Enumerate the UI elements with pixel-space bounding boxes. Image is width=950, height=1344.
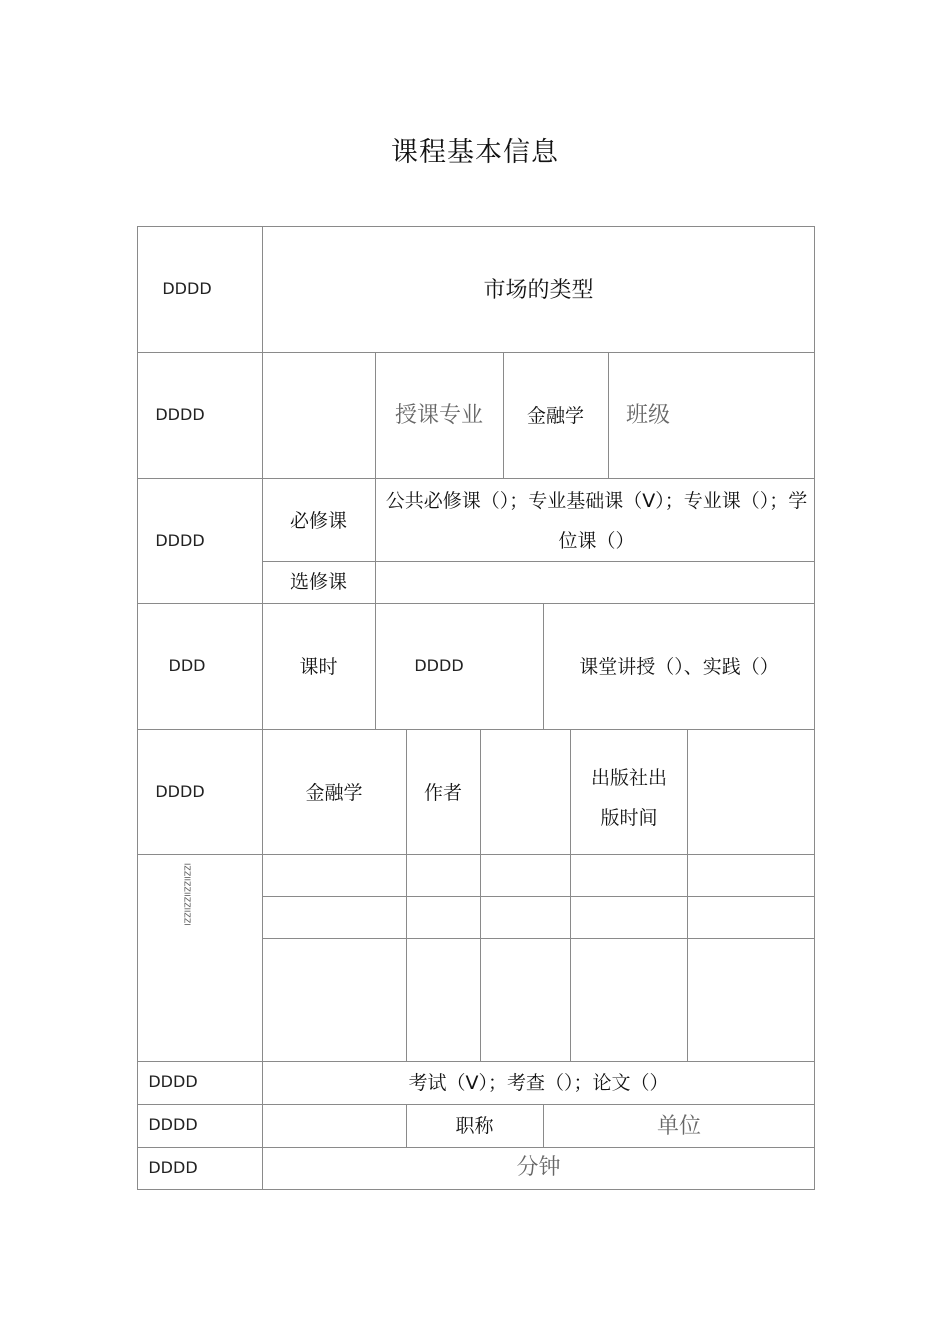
- column-divider: [480, 729, 481, 1061]
- assessment-value: 考试（V）；考查（）；论文（）: [408, 1072, 669, 1095]
- row-divider: [262, 938, 815, 939]
- elective-course-label: 选修课: [289, 570, 347, 593]
- column-divider: [570, 729, 571, 1061]
- course-type-label: DDDD: [155, 530, 205, 550]
- publisher-label: 出版社出版时间: [590, 767, 667, 829]
- duration-label: DDDD: [148, 1158, 198, 1178]
- teaching-mode: 课堂讲授（）、实践（）: [579, 655, 779, 678]
- class-label: 班级: [625, 403, 670, 429]
- teach-major-value: 金融学: [526, 404, 584, 427]
- assessment-label: DDDD: [148, 1072, 198, 1092]
- column-divider: [687, 729, 688, 1061]
- textbook-row-label: DDDD: [155, 781, 205, 801]
- row-divider: [262, 896, 815, 897]
- teacher-title-label: 职称: [455, 1115, 494, 1138]
- required-course-label: 必修课: [289, 509, 347, 532]
- teacher-label: DDDD: [148, 1115, 198, 1135]
- hours-value: DDDD: [414, 655, 464, 675]
- course-name-label: DDDD: [162, 278, 212, 298]
- teach-major-label: 授课专业: [394, 403, 483, 429]
- course-name-value: 市场的类型: [483, 278, 594, 304]
- hours-label: 课时: [299, 655, 338, 678]
- duration-value: 分钟: [516, 1155, 561, 1181]
- page-title: 课程基本信息: [391, 137, 559, 168]
- author-label: 作者: [423, 781, 462, 804]
- textbook-name: 金融学: [305, 781, 363, 804]
- major-row-label: DDDD: [155, 404, 205, 424]
- teacher-unit-label: 单位: [656, 1113, 701, 1139]
- hours-row-label: DDD: [168, 655, 206, 675]
- column-divider: [375, 478, 376, 603]
- references-label: IZZIIZZIIZZIIZZI: [182, 862, 192, 926]
- required-course-value: 公共必修课（）；专业基础课（V）；专业课（）；学位课（）: [385, 490, 808, 552]
